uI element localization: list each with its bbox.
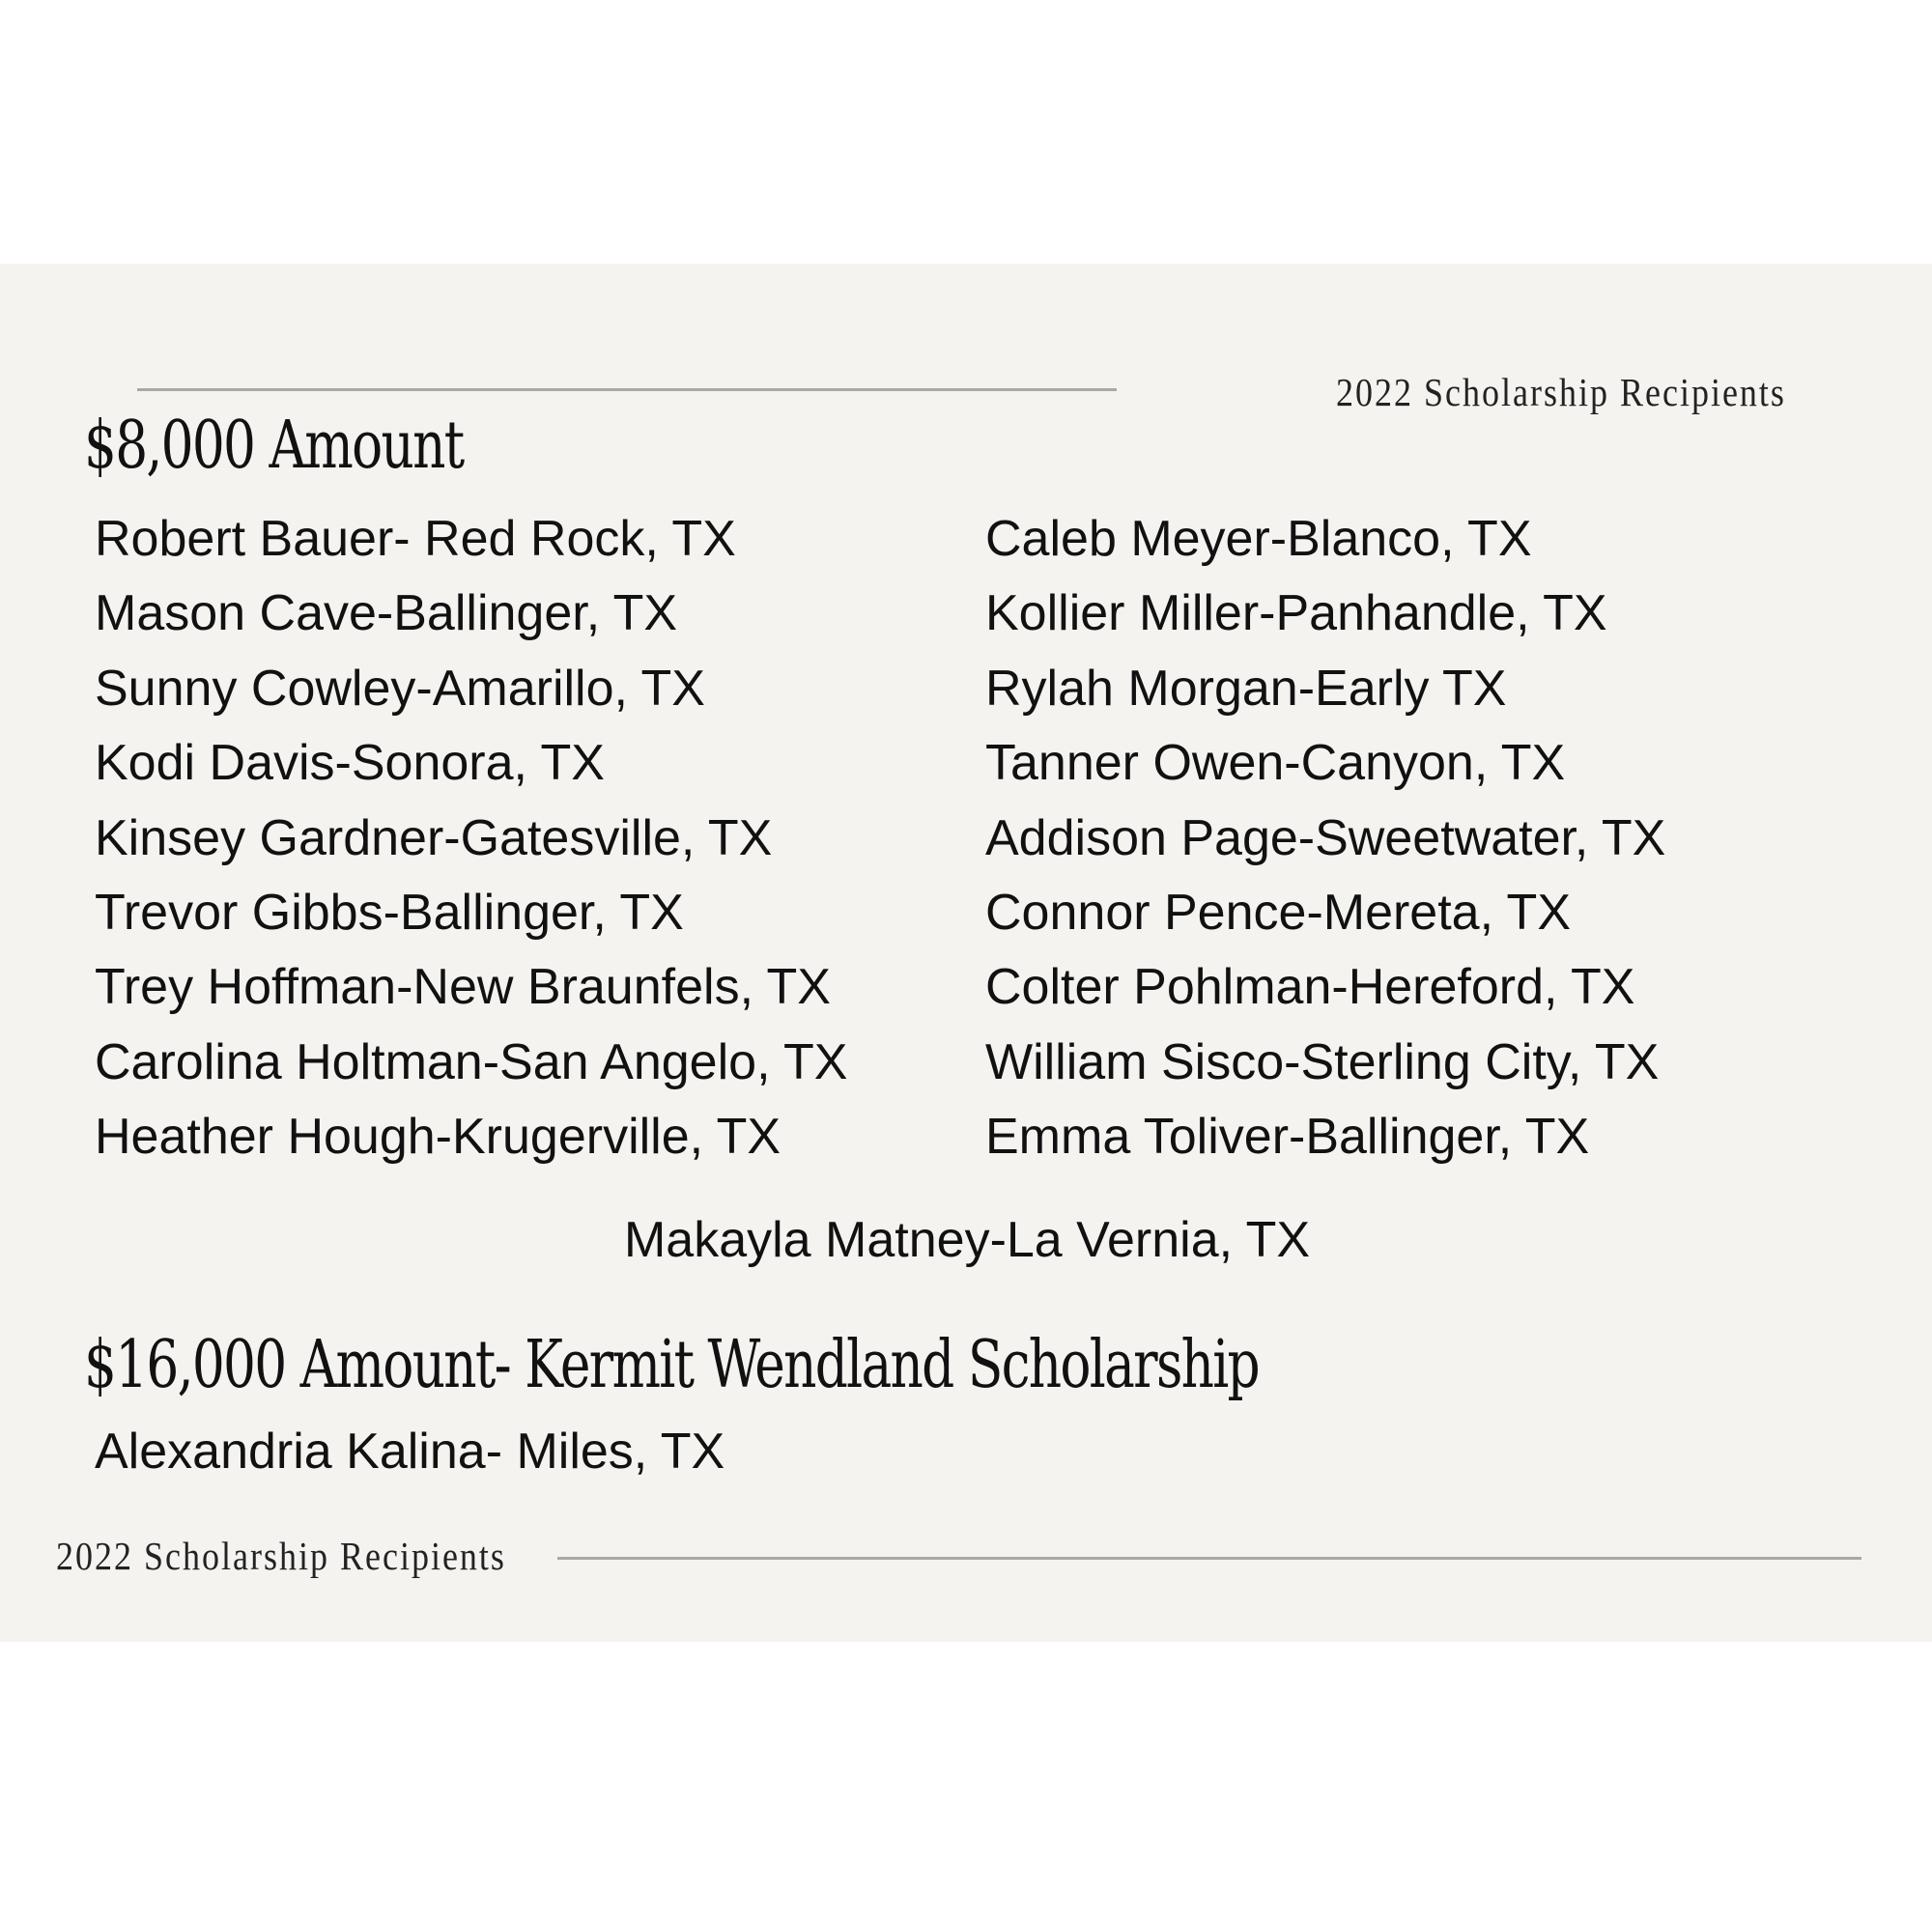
- heading-16000: $16,000 Amount- Kermit Wendland Scholarship: [84, 1325, 1259, 1403]
- header-label: 2022 Scholarship Recipients: [1336, 370, 1786, 414]
- centered-recipient: Makayla Matney-La Vernia, TX: [623, 1212, 1311, 1268]
- top-divider: [137, 388, 1117, 391]
- list-item: Kodi Davis-Sonora, TX: [95, 735, 605, 792]
- list-item: Kinsey Gardner-Gatesville, TX: [95, 809, 773, 866]
- list-item: Rylah Morgan-Early TX: [985, 660, 1507, 717]
- list-item: Sunny Cowley-Amarillo, TX: [95, 660, 705, 717]
- list-item: Heather Hough-Krugerville, TX: [95, 1109, 781, 1166]
- left-recipient-list: [95, 502, 847, 1175]
- list-item: Kollier Miller-Panhandle, TX: [985, 585, 1607, 642]
- list-item: Carolina Holtman-San Angelo, TX: [95, 1033, 848, 1090]
- list-item: Caleb Meyer-Blanco, TX: [985, 511, 1532, 567]
- bottom-divider: [557, 1557, 1861, 1560]
- list-item: Connor Pence-Mereta, TX: [985, 884, 1571, 941]
- list-item: Trey Hoffman-New Braunfels, TX: [95, 959, 831, 1016]
- list-item: Trevor Gibbs-Ballinger, TX: [95, 884, 684, 941]
- list-item: William Sisco-Sterling City, TX: [985, 1033, 1660, 1090]
- list-item: Robert Bauer- Red Rock, TX: [95, 511, 736, 567]
- list-item: Tanner Owen-Canyon, TX: [985, 735, 1566, 792]
- list-item: Addison Page-Sweetwater, TX: [985, 809, 1666, 866]
- list-item: Colter Pohlman-Hereford, TX: [985, 959, 1635, 1016]
- list-item: Emma Toliver-Ballinger, TX: [985, 1109, 1590, 1166]
- footer-label: 2022 Scholarship Recipients: [56, 1534, 506, 1578]
- right-recipient-list: [985, 502, 1665, 1175]
- heading-8000: $8,000 Amount: [84, 406, 464, 484]
- list-item: Mason Cave-Ballinger, TX: [95, 585, 678, 642]
- kermit-recipient: Alexandria Kalina- Miles, TX: [95, 1424, 725, 1480]
